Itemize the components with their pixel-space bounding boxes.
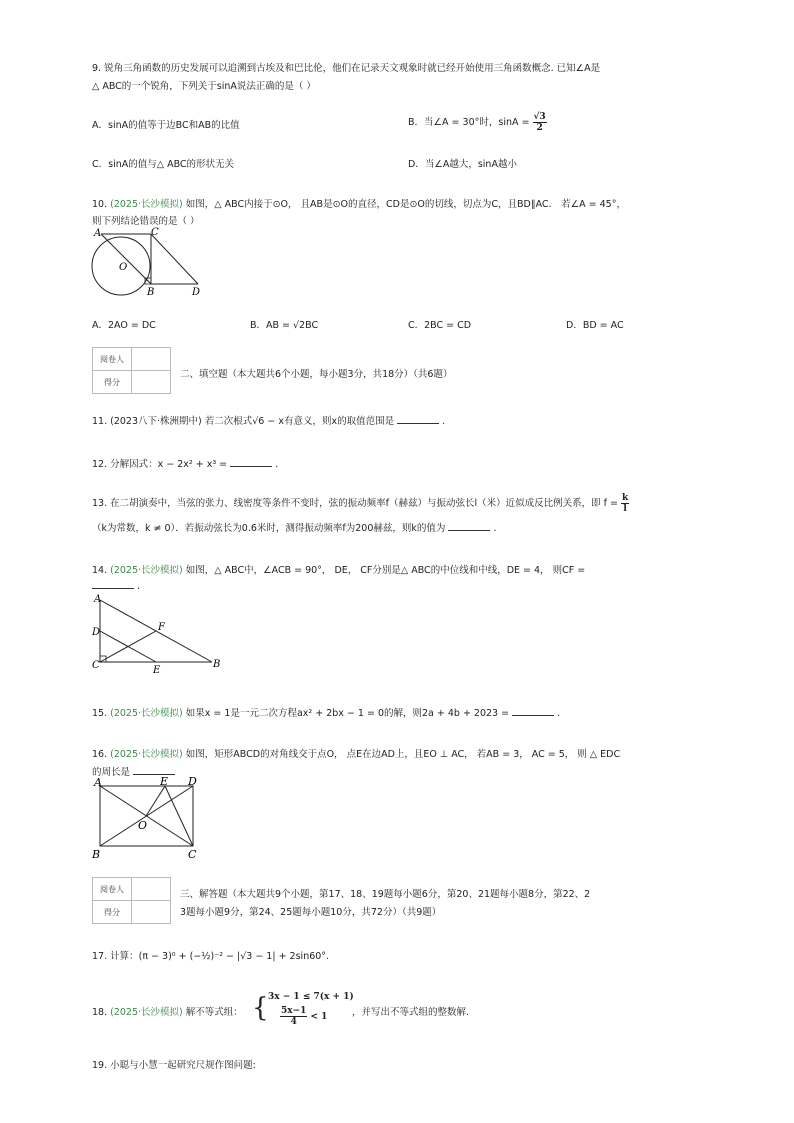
q10-label-a: A: [94, 228, 102, 239]
q14-stem: [92, 562, 585, 576]
q18-inequality-2-fraction: [280, 1006, 307, 1027]
q11: [92, 413, 445, 427]
q11-text: 11. (2023八下·株洲期中) 若二次根式√6 − x有意义，则x的取值范围是: [92, 416, 395, 427]
score-label-score: 得分: [93, 901, 132, 924]
q9-stem-line1: 9. 锐角三角函数的历史发展可以追溯到古埃及和巴比伦，他们在记录天文观象时就已经开始使用三角函数概念. 已知∠A是: [92, 63, 601, 74]
q16-figure-rectangle: [88, 774, 208, 862]
q14-text: 如图，△ ABC中，∠ACB = 90°， DE， CF分别是△ ABC的中位线和中线，DE = 4， 则CF =: [185, 565, 586, 576]
q10-option-d: D．BD = AC: [566, 320, 624, 331]
q15: [92, 705, 560, 719]
q18-source: (2025·长沙模拟): [110, 1007, 183, 1018]
q14-label-a: A: [94, 594, 102, 605]
q18-inequality-2-rhs: < 1: [310, 1012, 328, 1022]
q10-text: 如图，△ ABC内接于⊙O， 且AB是⊙O的直径，CD是⊙O的切线，切点为C，且BD∥AC． 若∠A = 45°，: [185, 199, 626, 210]
q10-number: 10.: [92, 199, 108, 210]
q16-label-b: B: [92, 848, 101, 861]
q13-fraction-numerator: k: [622, 493, 629, 503]
q10-option-c: C．2BC = CD: [408, 320, 472, 331]
q14-end: .: [137, 581, 141, 592]
q16-text-2: 的周长是: [92, 767, 131, 778]
score-cell-score: [132, 371, 171, 394]
q15-text: 如果x = 1是一元二次方程ax² + 2bx − 1 = 0的解，则2a + 4b + 2023 =: [185, 708, 510, 719]
score-label-score: 得分: [93, 371, 132, 394]
q13-fraction: [621, 493, 629, 514]
q12: [92, 456, 278, 470]
score-label-grader: 阅卷人: [93, 878, 132, 901]
q9-option-c: C．sinA的值与△ ABC的形状无关: [92, 159, 235, 170]
q16-text: 如图，矩形ABCD的对角线交于点O， 点E在边AD上，且EO ⊥ AC， 若AB = 3， AC = 5， 则 △ EDC: [185, 749, 621, 760]
q10-option-b: B．AB = √2BC: [250, 320, 319, 331]
q14-number: 14.: [92, 565, 108, 576]
q13-line2: [92, 520, 496, 534]
q10-stem-line2: 则下列结论错误的是（ ）: [92, 216, 200, 227]
q18-pre: 解不等式组：: [185, 1007, 243, 1018]
score-table-section-3: [92, 877, 171, 924]
q14-source: (2025·长沙模拟): [110, 565, 183, 576]
section-3-heading-line1: 三、解答题（本大题共9个小题，第17、18、19题每小题6分，第20、21题每小题8分，第22、2: [180, 889, 591, 900]
q15-number: 15.: [92, 708, 108, 719]
q10-segment-ab: [101, 234, 151, 284]
q16-stem: [92, 746, 620, 760]
q15-source: (2025·长沙模拟): [110, 708, 183, 719]
q18-inequality-2-denominator: 4: [290, 1017, 297, 1027]
q16-label-o: O: [138, 819, 148, 832]
q19: 19. 小聪与小慧一起研究尺规作图问题:: [92, 1060, 256, 1071]
q18-lead: [92, 1004, 243, 1018]
q16-source: (2025·长沙模拟): [110, 749, 183, 760]
q14-label-b: B: [213, 659, 221, 670]
q16-label-d: D: [188, 775, 197, 788]
section-3-heading-line2: 3题每小题9分，第24、25题每小题10分，共72分）（共9题）: [180, 907, 442, 918]
q13-line1: [92, 493, 629, 514]
q16-number: 16.: [92, 749, 108, 760]
q14-label-d: D: [92, 627, 101, 638]
q13-text: 13. 在二胡演奏中，当弦的张力、线密度等条件不变时，弦的振动频率f（赫兹）与振动弦长l（米）近似成反比例关系，即 f =: [92, 498, 618, 509]
q13-answer-blank[interactable]: [448, 522, 490, 531]
q9-option-b: [408, 112, 547, 133]
q14-label-f: F: [158, 622, 165, 633]
q9-stem-line2: △ ABC的一个锐角，下列关于sinA说法正确的是（ ）: [92, 81, 316, 92]
q9-option-d: D．当∠A越大，sinA越小: [408, 159, 517, 170]
q10-option-a: A．2AO = DC: [92, 320, 156, 331]
score-cell-grader: [132, 878, 171, 901]
q15-end: .: [557, 708, 561, 719]
q13-end: .: [493, 523, 497, 534]
q9-option-a: A．sinA的值等于边BC和AB的比值: [92, 120, 240, 131]
section-2-heading: 二、填空题（本大题共6个小题，每小题3分，共18分）（共6题）: [180, 369, 453, 380]
q9-option-b-fraction: [533, 112, 547, 133]
q18-inequality-2: [280, 1006, 327, 1027]
q17: 17. 计算：(π − 3)⁰ + (−½)⁻² − |√3 − 1| + 2sin60°．: [92, 951, 336, 962]
q15-answer-blank[interactable]: [512, 707, 554, 716]
q9-option-b-denominator: 2: [536, 123, 543, 133]
q18-number: 18.: [92, 1007, 108, 1018]
q10-label-o: O: [119, 262, 128, 273]
q13-fraction-denominator: l: [623, 504, 627, 514]
q9-option-b-text: B．当∠A = 30°时，sinA =: [408, 117, 530, 128]
q12-text: 12. 分解因式：x − 2x² + x³ =: [92, 459, 228, 470]
q14-label-c: C: [92, 660, 100, 671]
q12-end: .: [275, 459, 279, 470]
q10-label-d: D: [192, 287, 201, 298]
q16-segment-eo: [146, 786, 165, 816]
q10-stem-line1: [92, 196, 626, 210]
q16-label-e: E: [160, 775, 169, 788]
q16-label-a: A: [94, 776, 102, 789]
q12-answer-blank[interactable]: [230, 458, 272, 467]
score-table-section-2: [92, 347, 171, 394]
q10-source: (2025·长沙模拟): [110, 199, 183, 210]
score-label-grader: 阅卷人: [93, 348, 132, 371]
q14-figure-triangle: [88, 590, 228, 676]
q10-label-c: C: [151, 227, 159, 238]
q14-label-e: E: [153, 665, 161, 676]
q10-label-b: B: [147, 287, 155, 298]
q11-answer-blank[interactable]: [397, 415, 439, 424]
q9-option-b-numerator: √3: [533, 112, 546, 122]
q18-brace-icon: {: [252, 993, 269, 1023]
q11-end: .: [442, 416, 446, 427]
q10-segment-cd: [151, 234, 198, 284]
score-cell-score: [132, 901, 171, 924]
score-cell-grader: [132, 348, 171, 371]
q13-text-2: （k为常数，k ≠ 0）．若振动弦长为0.6米时，测得振动频率f为200赫兹，则k的值为: [92, 523, 446, 534]
q14-answer-blank[interactable]: [92, 580, 134, 589]
q16-label-c: C: [188, 848, 197, 861]
q18-inequality-2-numerator: 5x−1: [281, 1006, 307, 1016]
q18-post: ，并写出不等式组的整数解.: [352, 1007, 470, 1018]
q10-figure-circle: [88, 226, 206, 298]
q18-inequality-1: 3x − 1 ≤ 7(x + 1): [268, 992, 354, 1002]
